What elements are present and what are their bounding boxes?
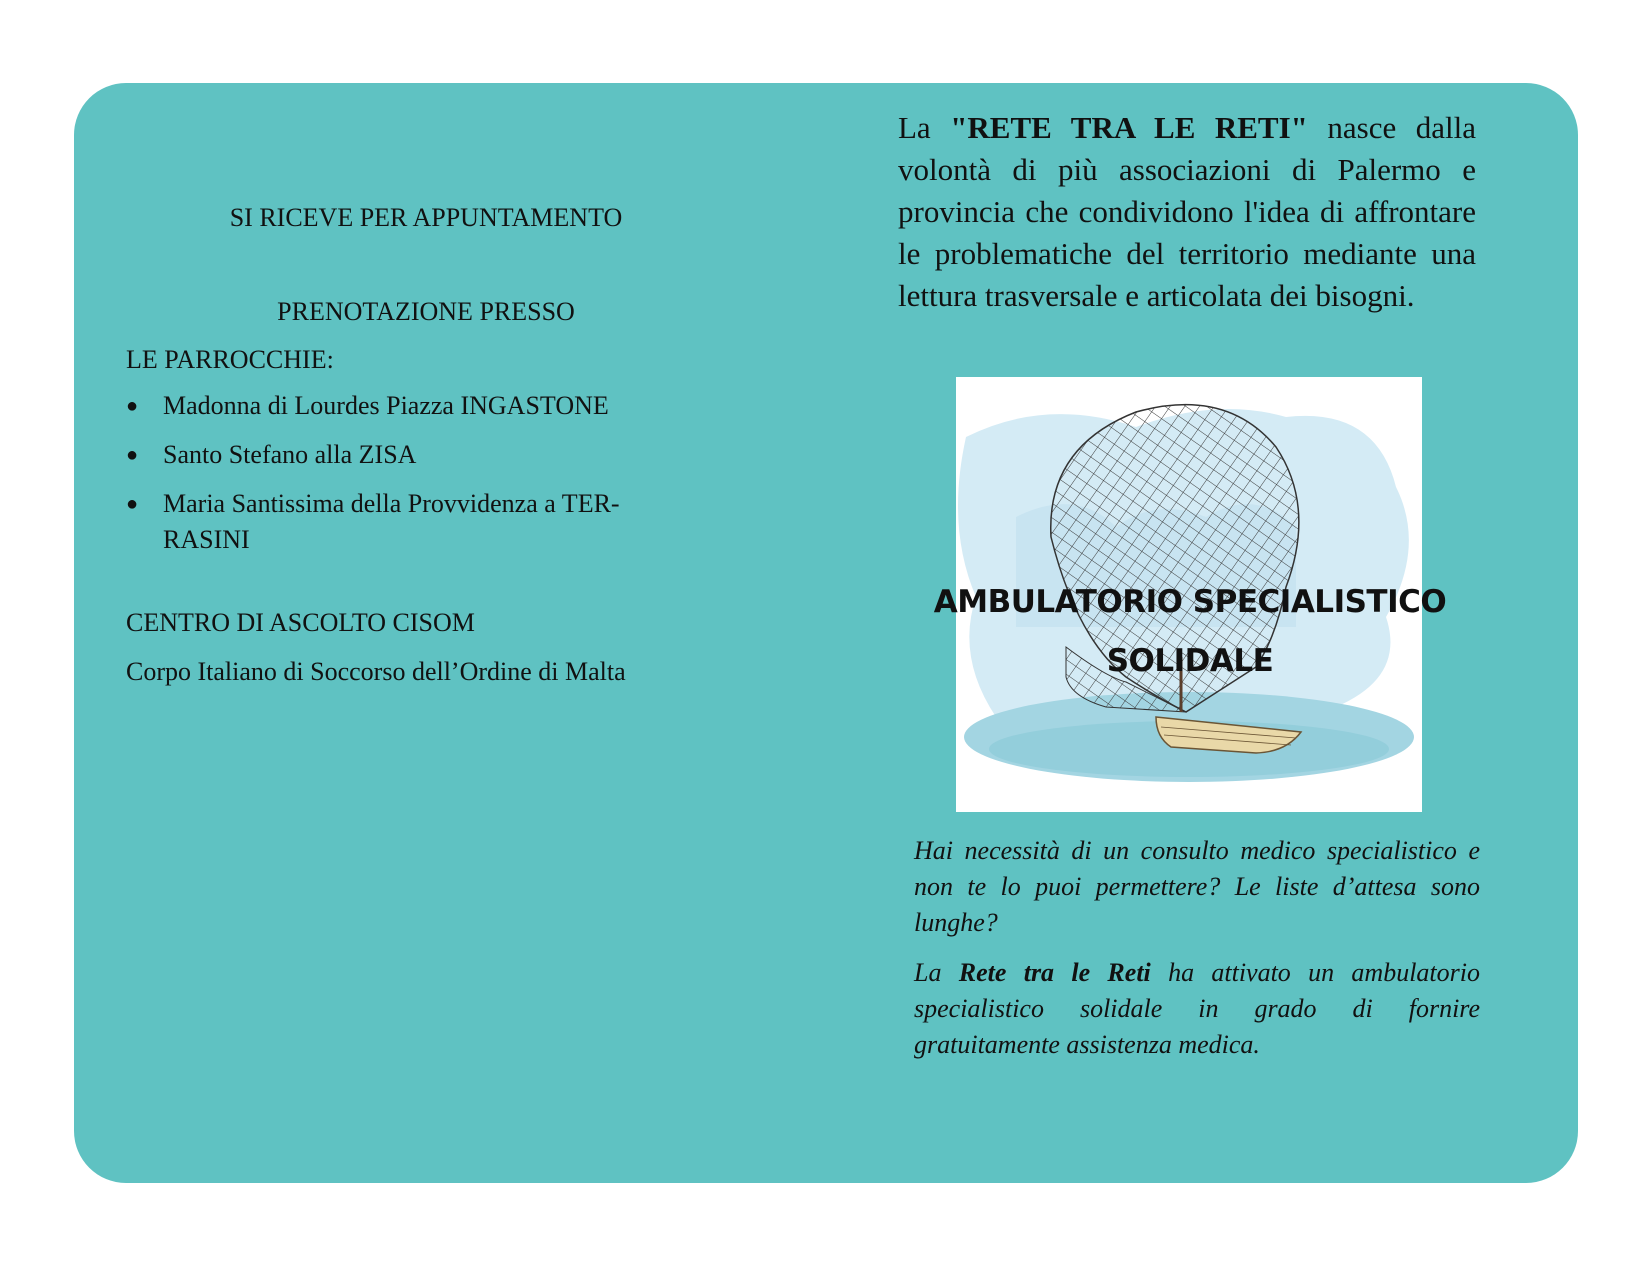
bullet-icon: ● <box>126 444 139 466</box>
list-item: ● Maria Santissima della Provvidenza a TER-RASINI <box>126 486 693 558</box>
clinic-title: AMBULATORIO SPECIALISTICO SOLIDALE <box>933 584 1447 679</box>
intro-paragraph: La "RETE TRA LE RETI" nasce dalla volontà di più associazioni di Palermo e provincia che condividono l'idea di affrontare le problematiche del territorio mediante una lettura trasversale e articolata dei bisogni. <box>898 110 1476 313</box>
bullet-icon: ● <box>126 395 139 417</box>
answer-paragraph: La Rete tra le Reti ha attivato un ambulatorio specialistico solidale in grado di fornire gratuitamente assistenza medica. <box>914 958 1480 1059</box>
list-item: ● Santo Stefano alla ZISA <box>126 437 726 473</box>
parish-list <box>126 388 726 558</box>
listening-center-title: CENTRO DI ASCOLTO CISOM <box>126 608 475 637</box>
parishes-heading: LE PARROCCHIE: <box>126 345 334 374</box>
network-name: "RETE TRA LE RETI" <box>950 110 1308 145</box>
bullet-icon: ● <box>126 493 139 515</box>
booking-heading: PRENOTAZIONE PRESSO <box>277 297 575 326</box>
question-paragraph: Hai necessità di un consulto medico specialistico e non te lo puoi permettere? Le liste d’attesa sono lunghe? <box>914 836 1480 937</box>
listening-center-subtitle: Corpo Italiano di Soccorso dell’Ordine di Malta <box>126 657 626 686</box>
list-item: ● Madonna di Lourdes Piazza INGASTONE <box>126 388 726 424</box>
appointment-note: SI RICEVE PER APPUNTAMENTO <box>229 203 623 232</box>
left-column <box>126 200 726 690</box>
network-name-inline: Rete tra le Reti <box>958 958 1151 987</box>
